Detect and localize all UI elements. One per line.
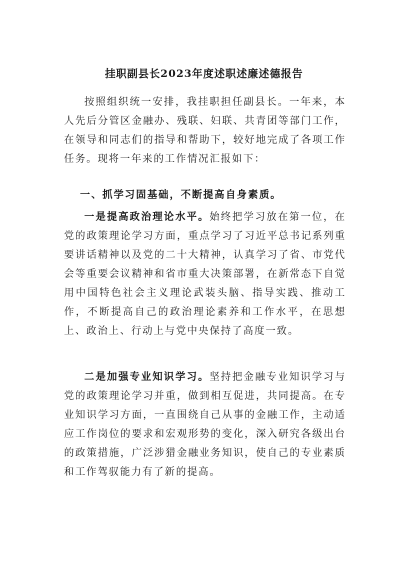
intro-paragraph	[64, 93, 346, 169]
document-title: 挂职副县长2023年度述职述廉述德报告	[104, 68, 304, 80]
item-one-body: 始终把学习放在第一位，在党的政策理论学习方面，重点学习了习近平总书记系列重要讲话精神以及党的二十大精神，认真学习了省、市党代会等重要会议精神和省市重大决策部署，在新常态下自觉用中国特色社会主义理论武装头脑、指导实践、推动工作，不断提高自己的政治理论素养和工作水平，在思想上、政治上、行动上与党中央保持了高度一致。	[64, 212, 346, 337]
item-two-body: 坚持把金融专业知识学习与党的政策理论学习并重，做到相互促进，共同提高。在专业知识学习方面，一直围绕自己从事的金融工作，主动适应工作岗位的要求和宏观形势的变化，深入研究各级出台的政策措施，广泛涉猎金融业务知识，使自己的专业素质和工作驾驭能力有了新的提高。	[64, 372, 346, 478]
item-one-paragraph	[64, 208, 346, 341]
item-one-lead: 一是提高政治理论水平。	[84, 212, 210, 223]
intro-text: 按照组织统一安排，我挂职担任副县长。一年来，本人先后分管区金融办、残联、妇联、共青团等部门工作，在领导和同志们的指导和帮助下，较好地完成了各项工作任务。现将一年来的工作情况汇报如下：	[64, 97, 346, 165]
item-two-paragraph	[64, 368, 346, 482]
section-heading: 一、抓学习固基础，不断提高自身素质。	[80, 190, 282, 201]
item-two-lead: 二是加强专业知识学习。	[84, 372, 210, 383]
